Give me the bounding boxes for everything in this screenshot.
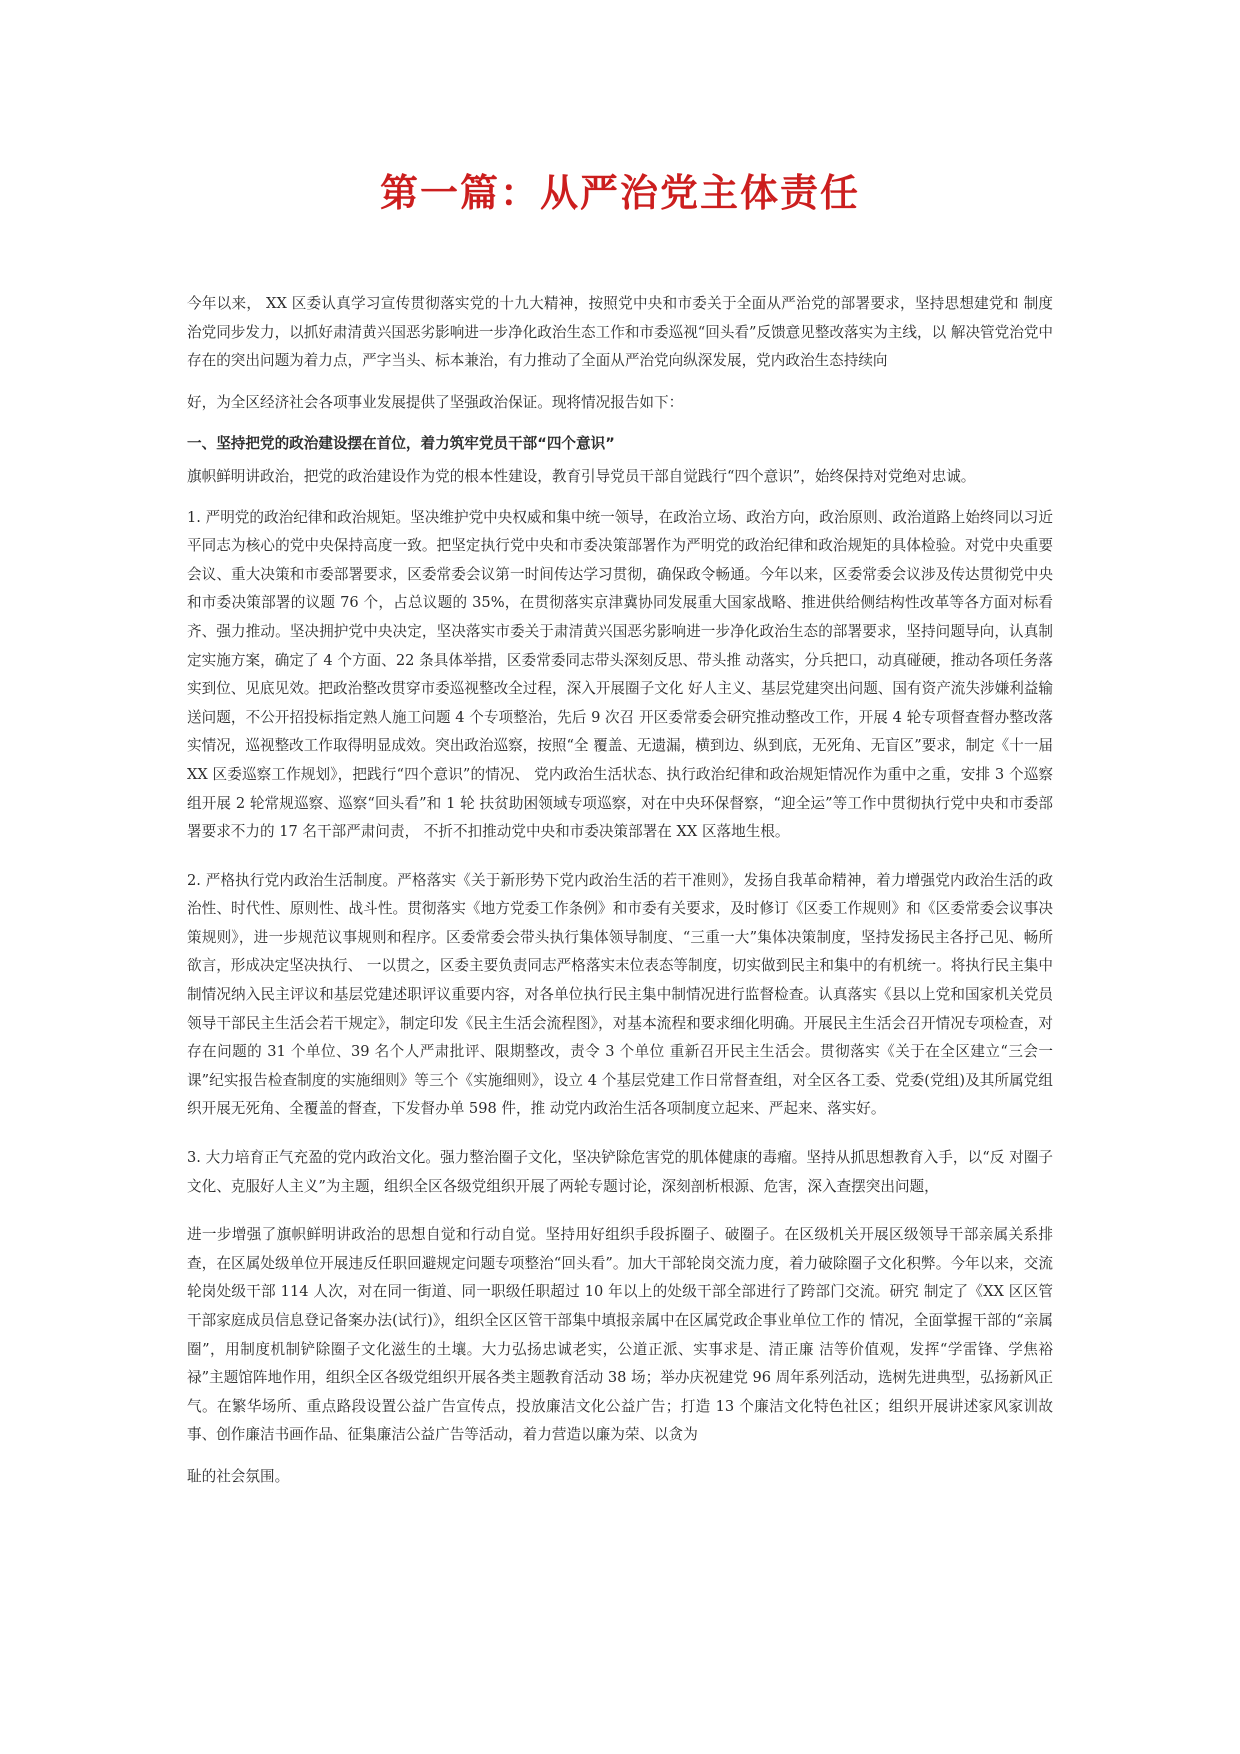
intro-paragraph: 今年以来， XX 区委认真学习宣传贯彻落实党的十九大精神，按照党中央和市委关于全面从严治党的部署要求，坚持思想建党和 制度治党同步发力，以抓好肃清黄兴国恶劣影响进一步净化政治生态工作和市委巡视“回头看”反馈意见整改落实为主线，以 解决管党治党中存在的突出问题为着力点，严字当头、标本兼治，有力推动了全面从严治党向纵深发展，党内政治生态持续向: [187, 295, 1054, 370]
document-title: 第一篇：从严治党主体责任: [379, 170, 860, 215]
list-item: 2. 严格执行党内政治生活制度。严格落实《关于新形势下党内政治生活的若干准则》，发扬自我革命精神，着力增强党内政治生活的政治性、时代性、原则性、战斗性。贯彻落实《地方党委工作条例》和市委有关要求，及时修订《区委工作规则》和《区委常委会议事决策规则》，进一步规范议事规则和程序。区委常委会带头执行集体领导制度、“三重一大”集体决策制度，坚持发扬民主各抒己见、畅所欲言，形成决定坚决执行、 一以贯之，区委主要负责同志严格落实末位表态等制度，切实做到民主和集中的有机统一。将执行民主集中制情况纳入民主评议和基层党建述职评议重要内容，对各单位执行民主集中制情况进行监督检查。认真落实《县以上党和国家机关党员领导干部民主生活会若干规定》，制定印发《民主生活会流程图》，对基本流程和要求细化明确。开展民主生活会召开情况专项检查，对存在问题的 31 个单位、39 名个人严肃批评、限期整改，责令 3 个单位 重新召开民主生活会。贯彻落实《关于在全区建立“三会一课”纪实报告检查制度的实施细则》等三个《实施细则》，设立 4 个基层党建工作日常督查组，对全区各工委、党委(党组)及其所属党组织开展无死角、全覆盖的督查，下发督办单 598 件，推 动党内政治生活各项制度立起来、严起来、落实好。: [187, 871, 1053, 1118]
document-body: [187, 290, 1053, 1512]
list-item: 3. 大力培育正气充盈的党内政治文化。强力整治圈子文化，坚决铲除危害党的肌体健康的毒瘤。坚持从抓思想教育入手，以“反 对圈子文化、克服好人主义”为主题，组织全区各级党组织开展了两轮专题讨论，深刻剖析根源、危害，深入查摆突出问题，: [187, 1149, 1053, 1195]
section-lead-paragraph: 旗帜鲜明讲政治，把党的政治建设作为党的根本性建设，教育引导党员干部自觉践行“四个意识”，始终保持对党绝对忠诚。: [187, 467, 976, 485]
list-item-end: 耻的社会氛围。: [187, 1467, 290, 1485]
intro-continuation: 好，为全区经济社会各项事业发展提供了坚强政治保证。现将情况报告如下：: [187, 393, 684, 411]
section-heading: 一、坚持把党的政治建设摆在首位，着力筑牢党员干部“四个意识”: [187, 435, 615, 453]
list-item-continuation: 进一步增强了旗帜鲜明讲政治的思想自觉和行动自觉。坚持用好组织手段拆圈子、破圈子。在区级机关开展区级领导干部亲属关系排查，在区属处级单位开展违反任职回避规定问题专项整治“回头看”。加大干部轮岗交流力度，着力破除圈子文化积弊。今年以来，交流轮岗处级干部 114 人次，对在同一街道、同一职级任职超过 10 年以上的处级干部全部进行了跨部门交流。研究 制定了《XX 区区管干部家庭成员信息登记备案办法(试行)》，组织全区区管干部集中填报亲属中在区属党政企事业单位工作的 情况，全面掌握干部的“亲属圈”，用制度机制铲除圈子文化滋生的土壤。大力弘扬忠诚老实，公道正派、实事求是、清正廉 洁等价值观，发挥“学雷锋、学焦裕禄”主题馆阵地作用，组织全区各级党组织开展各类主题教育活动 38 场；举办庆祝建党 96 周年系列活动，选树先进典型，弘扬新风正气。在繁华场所、重点路段设置公益广告宣传点，投放廉洁文化公益广告；打造 13 个廉洁文化特色社区；组织开展讲述家风家训故事、创作廉洁书画作品、征集廉洁公益广告等活动，着力营造以廉为荣、以贪为: [187, 1226, 1053, 1444]
list-item: 1. 严明党的政治纪律和政治规矩。坚决维护党中央权威和集中统一领导，在政治立场、政治方向，政治原则、政治道路上始终同以习近平同志为核心的党中央保持高度一致。把坚定执行党中央和市委决策部署作为严明党的政治纪律和政治规矩的具体检验。对党中央重要会议、重大决策和市委部署要求，区委常委会议第一时间传达学习贯彻，确保政令畅通。今年以来，区委常委会议涉及传达贯彻党中央和市委决策部署的议题 76 个，占总议题的 35%，在贯彻落实京津冀协同发展重大国家战略、推进供给侧结构性改革等各方面对标看齐、强力推动。坚决拥护党中央决定，坚决落实市委关于肃清黄兴国恶劣影响进一步净化政治生态的部署要求，坚持问题导向，认真制定实施方案，确定了 4 个方面、22 条具体举措，区委常委同志带头深刻反思、带头推 动落实，分兵把口，动真碰硬，推动各项任务落实到位、见底见效。把政治整改贯穿市委巡视整改全过程，深入开展圈子文化 好人主义、基层党建突出问题、国有资产流失涉嫌利益输送问题，不公开招投标指定熟人施工问题 4 个专项整治，先后 9 次召 开区委常委会研究推动整改工作，开展 4 轮专项督查督办整改落实情况，巡视整改工作取得明显成效。突出政治巡察，按照“全 覆盖、无遗漏，横到边、纵到底，无死角、无盲区”要求，制定《十一届 XX 区委巡察工作规划》，把践行“四个意识”的情况、 党内政治生活状态、执行政治纪律和政治规矩情况作为重中之重，安排 3 个巡察组开展 2 轮常规巡察、巡察“回头看”和 1 轮 扶贫助困领域专项巡察，对在中央环保督察，“迎全运”等工作中贯彻执行党中央和市委部署要求不力的 17 名干部严肃问责， 不折不扣推动党中央和市委决策部署在 XX 区落地生根。: [187, 508, 1054, 841]
